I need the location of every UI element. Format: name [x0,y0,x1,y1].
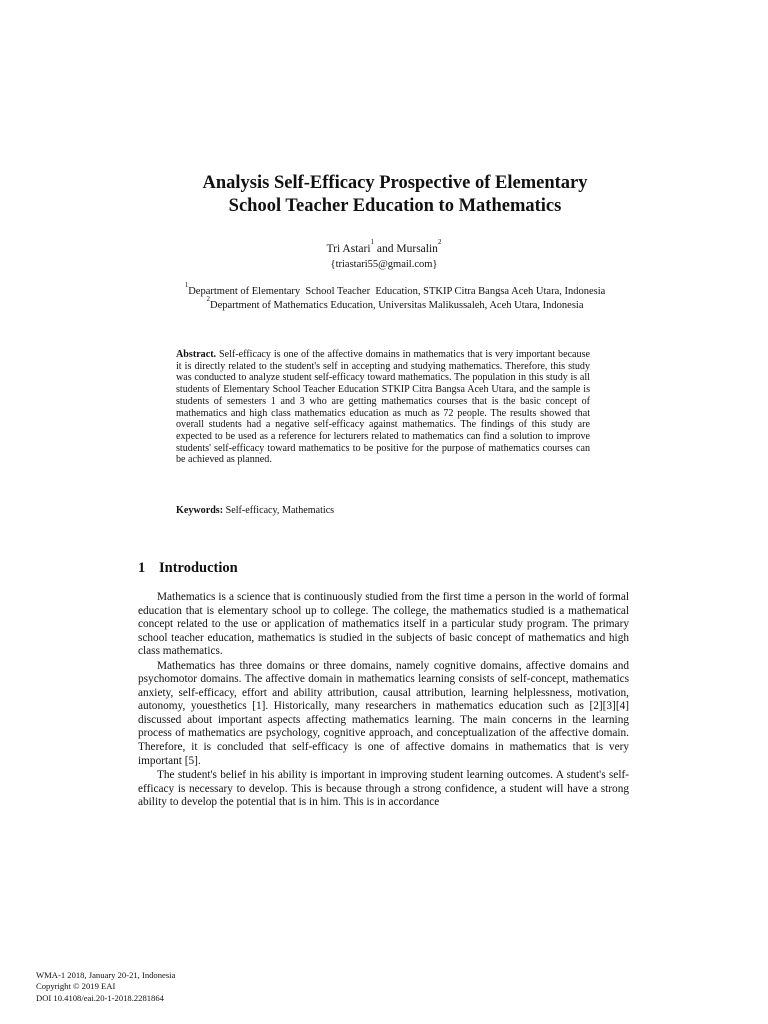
body-paragraph: Mathematics has three domains or three domains, namely cognitive domains, affective domains and psychomotor domains. The affective domain in mathematics learning consists of self-concept, mathematics anxiety, self-efficacy, effort and ability attribution, causal attribution, learning helplessness, motivation, autonomy, youesthetics [1]. Historically, many researchers in mathematics education such as [2][3][4] discussed about important aspects affecting mathematics learning. The main concerns in the learning process of mathematics are psychology, cognitive approach, and conceptualization of the affective domain. Therefore, it is concluded that self-efficacy is one of affective domains in mathematics that is very important [5]. [138,659,629,767]
paper-title-line-1: Analysis Self-Efficacy Prospective of Elementary [202,173,588,193]
affiliation-mark: 1 [184,281,189,289]
section-heading [138,559,238,577]
abstract [176,349,590,466]
author-affiliation-mark: 1 [370,238,375,246]
author-list [184,238,584,256]
author-email: {triastari55@gmail.com} [330,259,438,270]
author-name: Mursalin [396,243,438,255]
keywords-text: Self-efficacy, Mathematics [225,505,335,516]
affiliation-mark: 2 [206,295,210,303]
section-title: Introduction [159,560,238,576]
affiliation-text: Department of Mathematics Education, Universitas Malikussaleh, Aceh Utara, Indonesia [209,300,584,311]
abstract-label: Abstract. [176,349,217,360]
affiliation-line [130,295,660,313]
author-separator: and [374,243,397,255]
paper-title [130,172,660,218]
footer-copyright: Copyright © 2019 EAI [36,981,116,992]
author-name: Tri Astari [326,243,371,255]
paper-title-line-2: School Teacher Education to Mathematics [228,196,562,216]
author-affiliation-mark: 2 [437,238,442,246]
affiliation-list [130,281,660,313]
abstract-text: Self-efficacy is one of the affective domains in mathematics that is very important because it is directly related to the student's self in accepting and studying mathematics. Therefore, this study was conducted to analyze student self-efficacy toward mathematics. The population in this study is all students of Elementary School Teacher Education STKIP Citra Bangsa Aceh Utara, and the sample is students of semesters 1 and 3 who are getting mathematics courses that is the basic concept of mathematics and high class mathematics education as much as 72 people. The results showed that overall students had a negative self-efficacy against mathematics. The findings of this study are expected to be used as a reference for lecturers related to mathematics can find a solution to improve students' self-efficacy toward mathematics to be positive for the purpose of mathematics courses can be achieved as planned. [176,349,590,466]
footer-doi: DOI 10.4108/eai.20-1-2018.2281864 [36,992,164,1003]
section-number: 1 [138,560,146,576]
keywords-label: Keywords: [176,505,224,516]
body-paragraph: Mathematics is a science that is continuously studied from the first time a person in the world of formal education that is elementary school up to college. The college, the mathematics studied is a mathematical concept related to the use or application of mathematics itself in a particular study program. The primary school teacher education, mathematics is studied in the subjects of basic concept of mathematics and high class mathematics. [138,591,629,658]
page-footer [36,970,175,1004]
footer-conference: WMA-1 2018, January 20-21, Indonesia [36,970,176,980]
body-paragraph: The student's belief in his ability is important in improving student learning outcomes. A student's self-efficacy is necessary to develop. This is because through a strong confidence, a student will have a strong ability to develop the potential that is in him. This is in accordance [138,769,629,809]
body-text [138,591,629,811]
keywords [176,505,590,517]
affiliation-text: Department of Elementary School Teacher Education, STKIP Citra Bangsa Aceh Utara, Indonesia [188,286,606,297]
